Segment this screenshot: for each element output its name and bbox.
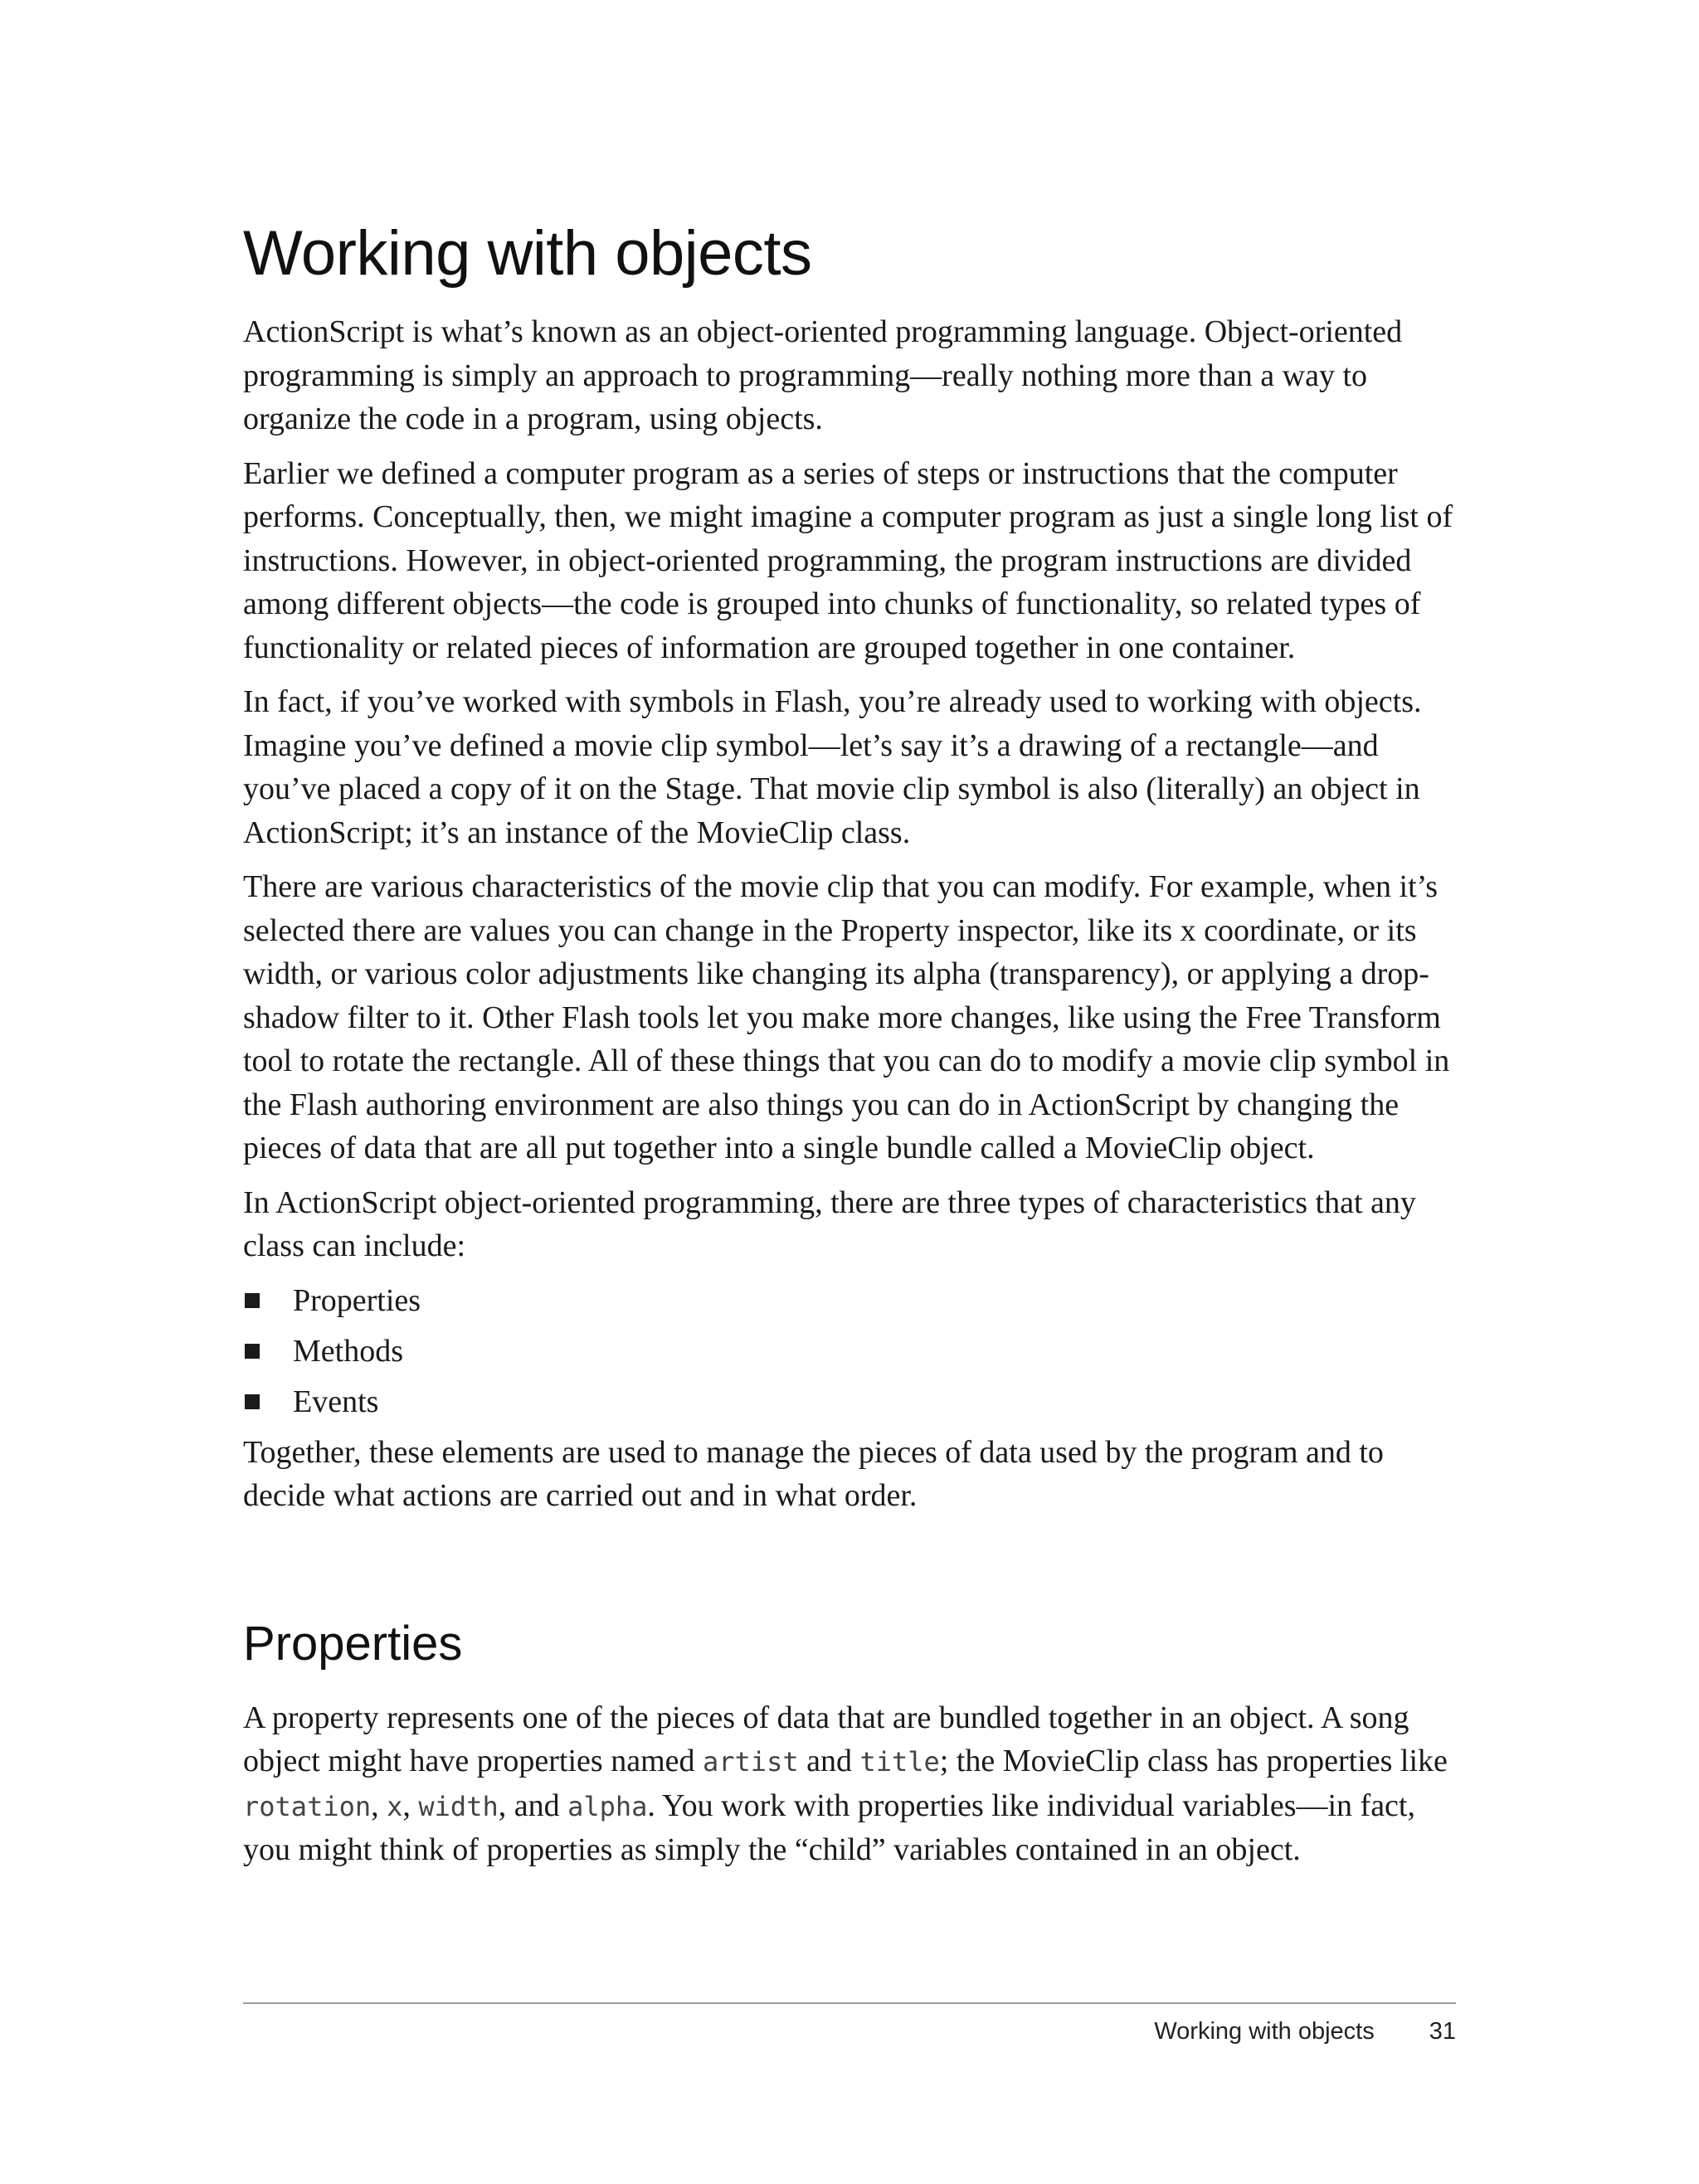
page-title: Working with objects bbox=[243, 218, 812, 289]
code-width: width bbox=[418, 1790, 499, 1822]
list-item-label: Events bbox=[293, 1384, 379, 1419]
square-bullet-icon bbox=[245, 1344, 260, 1359]
code-artist: artist bbox=[703, 1746, 799, 1778]
subsection-title: Properties bbox=[243, 1616, 463, 1671]
paragraph: In ActionScript object-oriented programming, there are three types of characteristics that any class can include: bbox=[243, 1184, 1416, 1263]
square-bullet-icon bbox=[245, 1293, 260, 1308]
characteristics-list bbox=[243, 1279, 1456, 1423]
page-footer bbox=[243, 2018, 1456, 2045]
code-title: title bbox=[859, 1746, 940, 1778]
code-rotation: rotation bbox=[243, 1790, 372, 1822]
list-item bbox=[243, 1279, 1456, 1322]
text-run: , and bbox=[498, 1788, 568, 1823]
text-run: . You work with properties like individual variables—in fact, you might think of properties as simply the “child” variables contained in an object. bbox=[243, 1788, 1415, 1867]
paragraph: Together, these elements are used to manage the pieces of data used by the program and to decide what actions are carried out and in what order. bbox=[243, 1434, 1384, 1513]
paragraph: In fact, if you’ve worked with symbols in Flash, you’re already used to working with objects. Imagine you’ve defined a movie clip symbol—let’s say it’s a drawing of a rectangle—and you’ve placed a copy of it on the Stage. That movie clip symbol is also (literally) an object in ActionScript; it’s an instance of the MovieClip class. bbox=[243, 684, 1422, 850]
code-x: x bbox=[387, 1790, 403, 1822]
text-run: and bbox=[798, 1744, 860, 1778]
section-spacer bbox=[243, 1529, 1456, 1620]
running-title: Working with objects bbox=[1154, 2018, 1375, 2045]
paragraph: There are various characteristics of the movie clip that you can modify. For example, when it’s selected there are values you can change in the Property inspector, like its x coordinate, or its width, or various color adjustments like changing its alpha (transparency), or applying a drop-shadow filter to it. Other Flash tools let you make more changes, like using the Free Transform tool to rotate the rectangle. All of these things that you can do to modify a movie clip symbol in the Flash authoring environment are also things you can do in ActionScript by changing the pieces of data that are all put together into a single bundle called a MovieClip object. bbox=[243, 869, 1450, 1165]
text-run: , bbox=[371, 1788, 387, 1823]
properties-paragraph bbox=[243, 1696, 1456, 1872]
text-run: ; the MovieClip class has properties like bbox=[939, 1744, 1448, 1778]
list-item bbox=[243, 1380, 1456, 1423]
page-number: 31 bbox=[1429, 2018, 1456, 2045]
list-item-label: Properties bbox=[293, 1282, 421, 1318]
text-run: , bbox=[402, 1788, 419, 1823]
code-alpha: alpha bbox=[567, 1790, 648, 1822]
text-run: A property represents one of the pieces of data that are bundled together in an object. A song object might have properties named bbox=[243, 1700, 1409, 1778]
list-item bbox=[243, 1330, 1456, 1373]
footer-divider bbox=[243, 2002, 1456, 2004]
page-content bbox=[243, 218, 1456, 1883]
list-item-label: Methods bbox=[293, 1333, 403, 1369]
paragraph: ActionScript is what’s known as an object-oriented programming language. Object-oriented programming is simply an approach to programming—really nothing more than a way to organize the code in a program, using objects. bbox=[243, 314, 1403, 436]
square-bullet-icon bbox=[245, 1394, 260, 1409]
paragraph: Earlier we defined a computer program as a series of steps or instructions that the computer performs. Conceptually, then, we might imagine a computer program as just a single long list of instructions. However, in object-oriented programming, the program instructions are divided among different objects—the code is grouped into chunks of functionality, so related types of functionality or related pieces of information are grouped together in one container. bbox=[243, 455, 1453, 665]
